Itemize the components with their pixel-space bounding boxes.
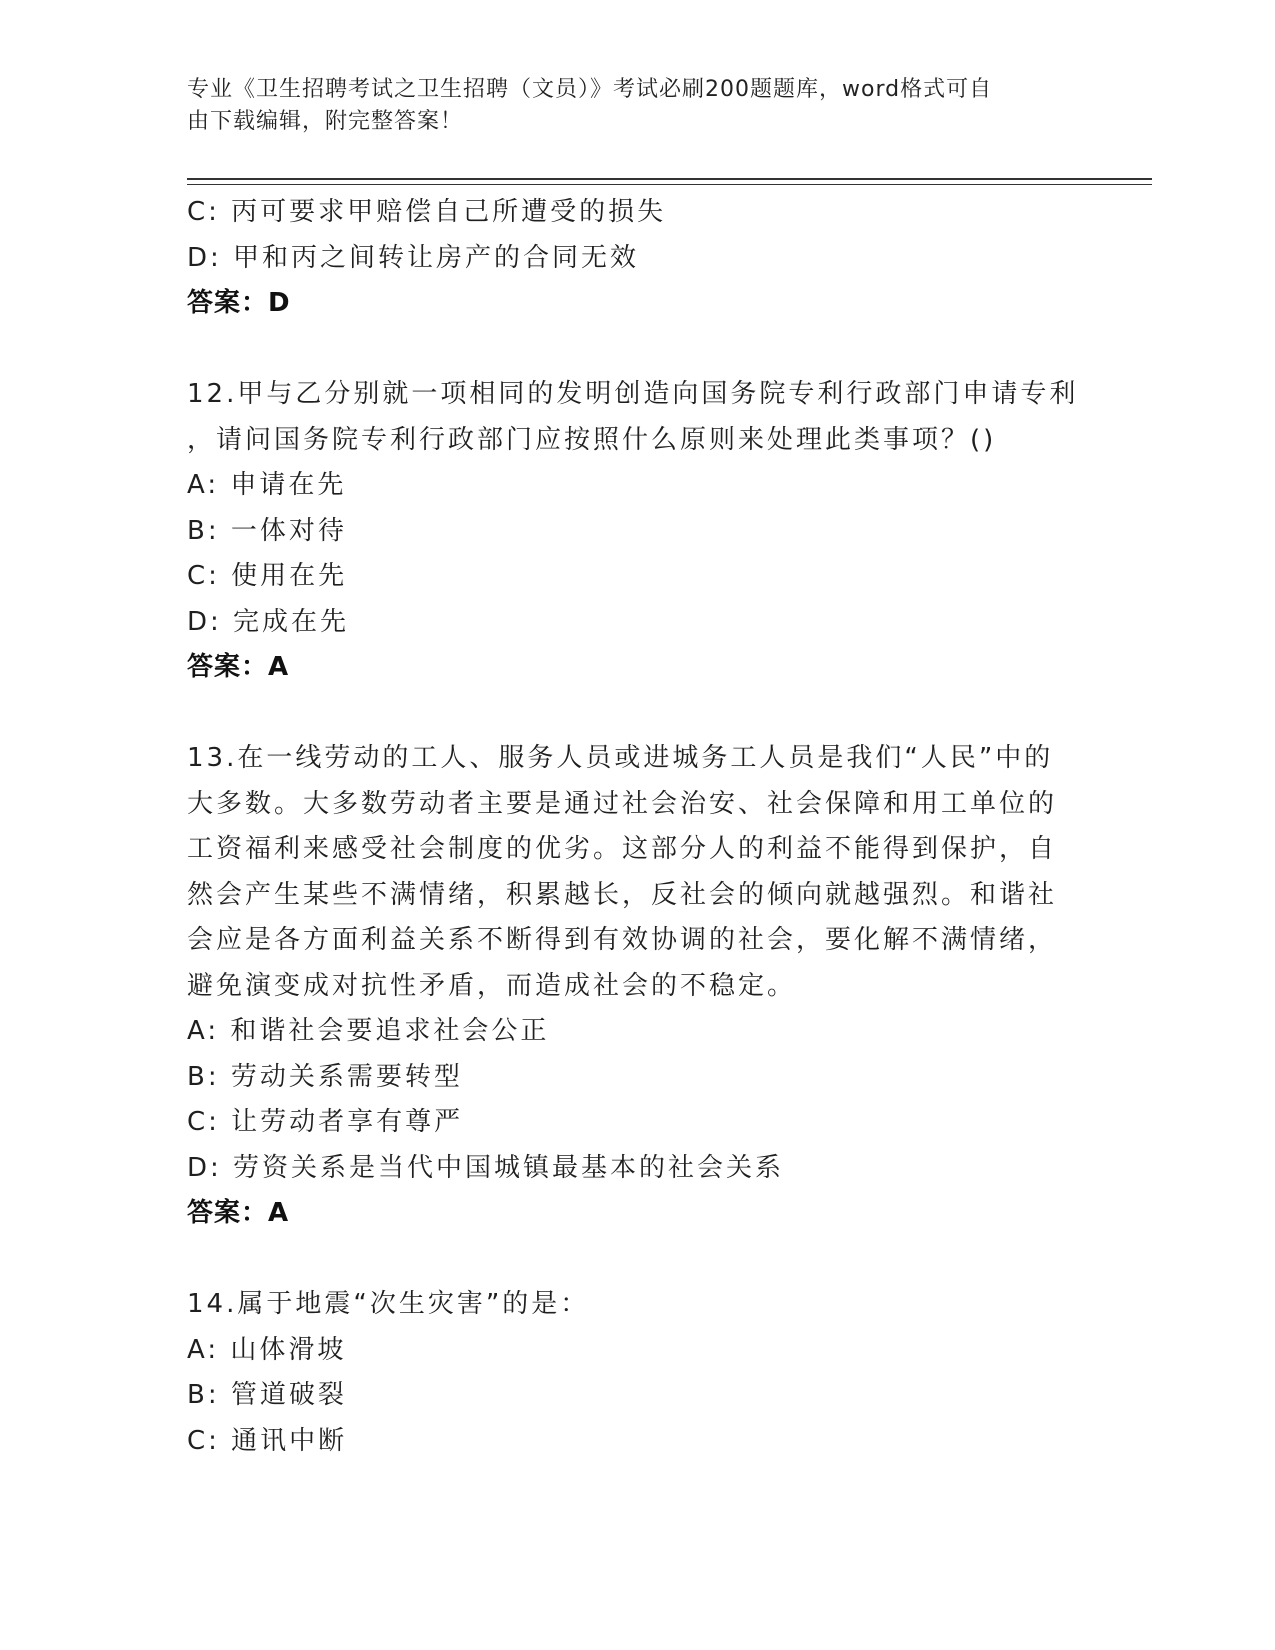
answer-label: 答案：A	[187, 1198, 290, 1228]
header-line-2: 由下载编辑，附完整答案！	[187, 109, 464, 134]
option-b: B: 一体对待	[187, 515, 347, 546]
question-11-tail	[187, 190, 1087, 327]
question-stem-line: ，请问国务院专利行政部门应按照什么原则来处理此类事项？()	[187, 424, 997, 455]
question-gap	[187, 1237, 1087, 1283]
option-d: D: 完成在先	[187, 606, 350, 637]
question-12	[187, 372, 1087, 691]
question-stem-line: 避免演变成对抗性矛盾，而造成社会的不稳定。	[187, 970, 797, 1001]
option-d: D: 甲和丙之间转让房产的合同无效	[187, 242, 640, 273]
question-stem-line: 14.属于地震“次生灾害”的是：	[187, 1289, 590, 1319]
question-stem-line: 13.在一线劳动的工人、服务人员或进城务工人员是我们“人民”中的	[187, 743, 1054, 773]
answer-label: 答案：A	[187, 652, 290, 682]
question-stem-line: 大多数。大多数劳动者主要是通过社会治安、社会保障和用工单位的	[187, 788, 1058, 819]
option-c: C: 丙可要求甲赔偿自己所遭受的损失	[187, 197, 667, 227]
option-c: C: 通讯中断	[187, 1425, 348, 1456]
option-a: A: 申请在先	[187, 470, 347, 500]
page-header	[187, 74, 1067, 138]
option-d: D: 劳资关系是当代中国城镇最基本的社会关系	[187, 1152, 785, 1183]
option-b: B: 管道破裂	[187, 1380, 347, 1410]
header-line-1: 专业《卫生招聘考试之卫生招聘（文员）》考试必刷200题题库，word格式可自	[187, 77, 993, 102]
question-stem-line: 12.甲与乙分别就一项相同的发明创造向国务院专利行政部门申请专利	[187, 379, 1079, 409]
option-a: A: 山体滑坡	[187, 1334, 347, 1365]
question-stem-line: 会应是各方面利益关系不断得到有效协调的社会，要化解不满情绪，	[187, 925, 1058, 955]
option-c: C: 使用在先	[187, 561, 348, 591]
question-13	[187, 736, 1087, 1237]
header-divider-thick	[187, 178, 1152, 180]
option-c: C: 让劳动者享有尊严	[187, 1107, 464, 1137]
question-gap	[187, 691, 1087, 737]
question-stem-line: 工资福利来感受社会制度的优劣。这部分人的利益不能得到保护，自	[187, 834, 1058, 864]
question-stem-line: 然会产生某些不满情绪，积累越长，反社会的倾向就越强烈。和谐社	[187, 879, 1058, 910]
header-divider-thin	[187, 184, 1152, 185]
answer-label: 答案：D	[187, 288, 291, 318]
option-a: A: 和谐社会要追求社会公正	[187, 1016, 550, 1046]
question-list	[187, 190, 1087, 1464]
question-14	[187, 1282, 1087, 1464]
option-b: B: 劳动关系需要转型	[187, 1061, 463, 1092]
question-gap	[187, 327, 1087, 373]
